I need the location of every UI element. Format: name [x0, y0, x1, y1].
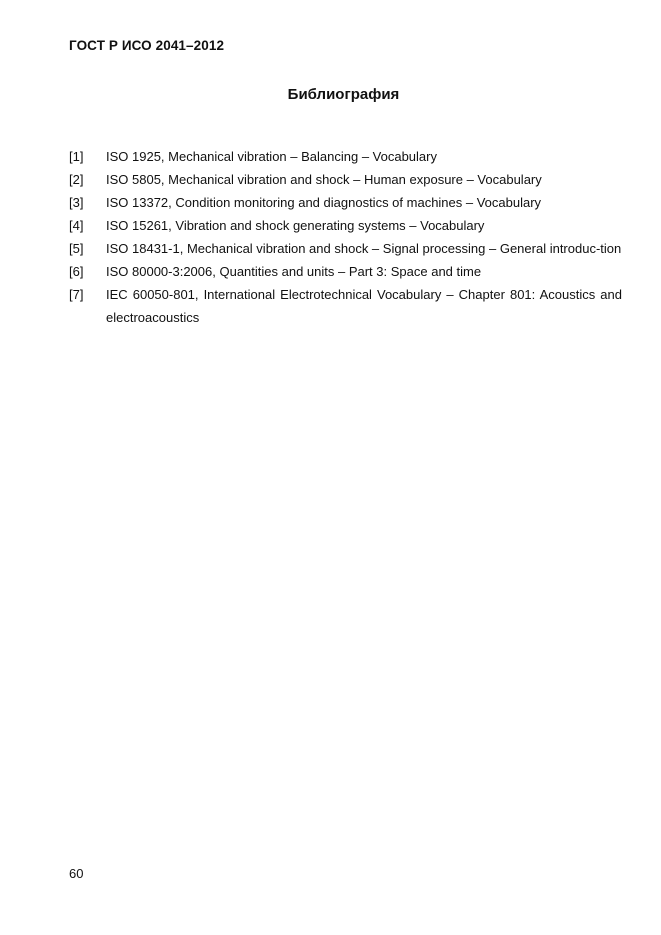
bibliography-list: [69, 145, 622, 329]
entry-text: ISO 18431-1, Mechanical vibration and shock – Signal processing – General introduc-tion: [106, 241, 622, 256]
entry-number: [4]: [69, 218, 84, 233]
entry-number: [1]: [69, 149, 84, 164]
entry-number: [6]: [69, 264, 84, 279]
entry-number: [2]: [69, 172, 84, 187]
bibliography-entry: [69, 168, 622, 191]
bibliography-entry: [69, 191, 622, 214]
bibliography-entry: [69, 237, 622, 260]
entry-text: ISO 1925, Mechanical vibration – Balancing – Vocabulary: [106, 149, 437, 164]
document-header: ГОСТ Р ИСО 2041–2012: [69, 38, 225, 53]
entry-number: [7]: [69, 287, 84, 302]
entry-text: IEC 60050-801, International Electrotechnical Vocabulary – Chapter 801: Acoustics and electroacoustics: [106, 287, 622, 325]
entry-text: ISO 5805, Mechanical vibration and shock – Human exposure – Vocabulary: [106, 172, 542, 187]
entry-number: [3]: [69, 195, 84, 210]
entry-number: [5]: [69, 241, 84, 256]
entry-text: ISO 80000-3:2006, Quantities and units – Part 3: Space and time: [106, 264, 482, 279]
bibliography-entry: [69, 260, 622, 283]
bibliography-entry: [69, 214, 622, 237]
bibliography-entry: [69, 283, 622, 329]
bibliography-entry: [69, 145, 622, 168]
page-number: 60: [69, 866, 84, 881]
entry-text: ISO 13372, Condition monitoring and diagnostics of machines – Vocabulary: [106, 195, 542, 210]
entry-text: ISO 15261, Vibration and shock generating systems – Vocabulary: [106, 218, 485, 233]
section-title: Библиография: [287, 86, 400, 103]
